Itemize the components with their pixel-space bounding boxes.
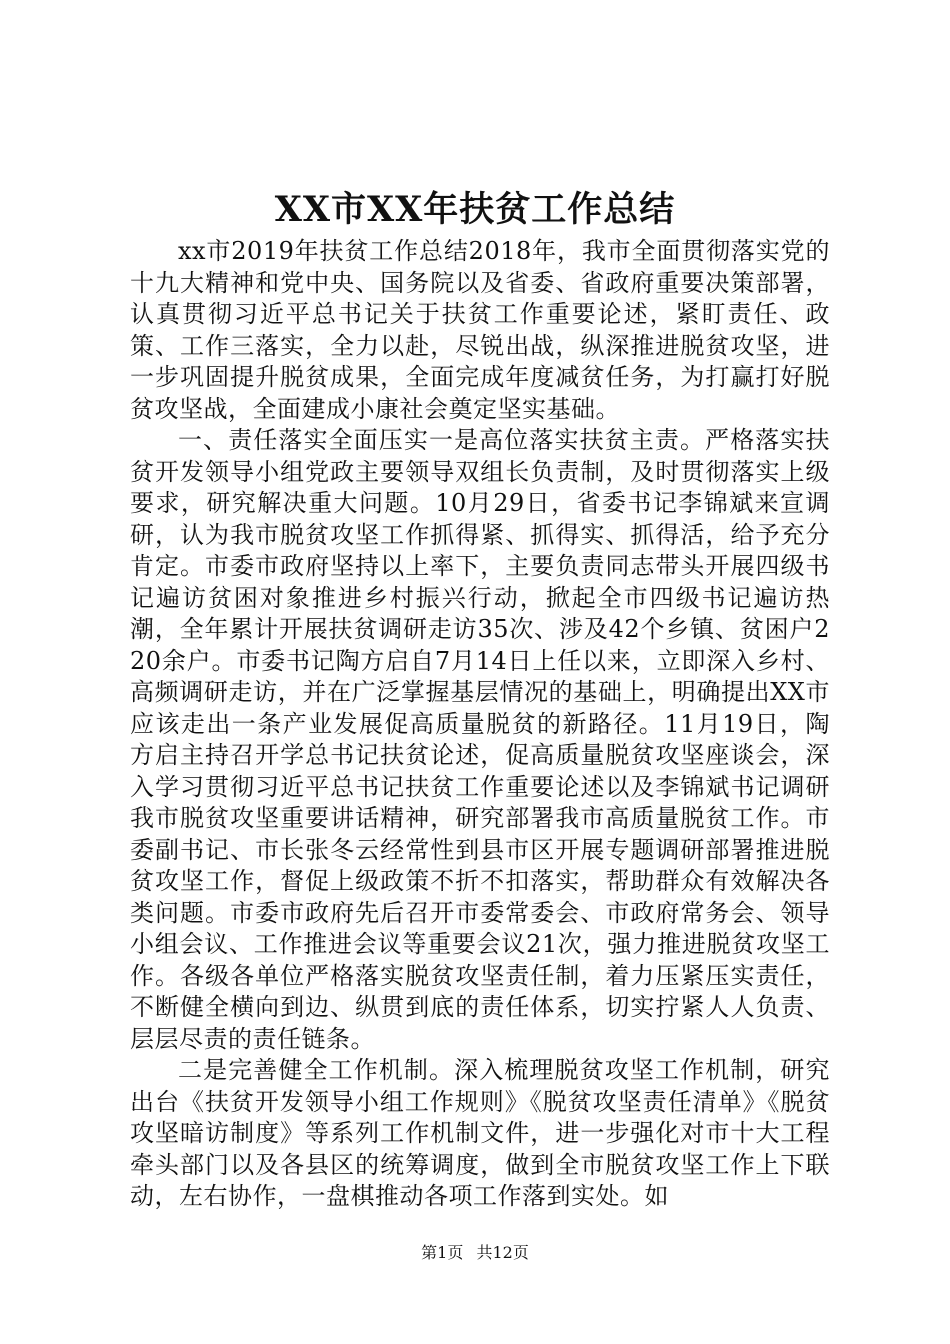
paragraph-mechanism: 二是完善健全工作机制。深入梳理脱贫攻坚工作机制，研究出台《扶贫开发领导小组工作规则》《脱贫攻坚责任清单》《脱贫攻坚暗访制度》等系列工作机制文件，进一步强化对市十大工程牵头部门以及各县区的统筹调度，做到全市脱贫攻坚工作上下联动，左右协作，一盘棋推动各项工作落到实处。如 (130, 1056, 830, 1210)
document-body (130, 236, 830, 1213)
document-title: XX市XX年扶贫工作总结 (274, 189, 676, 230)
page-number: 第1页 (421, 1243, 464, 1262)
paragraph-responsibility: 一、责任落实全面压实一是高位落实扶贫主责。严格落实扶贫开发领导小组党政主要领导双组长负责制，及时贯彻落实上级要求，研究解决重大问题。10月29日，省委书记李锦斌来宣调研，认为我市脱贫攻坚工作抓得紧、抓得实、抓得活，给予充分肯定。市委市政府坚持以上率下，主要负责同志带头开展四级书记遍访贫困对象推进乡村振兴行动，掀起全市四级书记遍访热潮，全年累计开展扶贫调研走访35次、涉及42个乡镇、贫困户220余户。市委书记陶方启自7月14日上任以来，立即深入乡村、高频调研走访，并在广泛掌握基层情况的基础上，明确提出XX市应该走出一条产业发展促高质量脱贫的新路径。11月19日，陶方启主持召开学总书记扶贫论述，促高质量脱贫攻坚座谈会，深入学习贯彻习近平总书记扶贫工作重要论述以及李锦斌书记调研我市脱贫攻坚重要讲话精神，研究部署我市高质量脱贫工作。市委副书记、市长张冬云经常性到县市区开展专题调研部署推进脱贫攻坚工作，督促上级政策不折不扣落实，帮助群众有效解决各类问题。市委市政府先后召开市委常委会、市政府常务会、领导小组会议、工作推进会议等重要会议21次，强力推进脱贫攻坚工作。各级各单位严格落实脱贫攻坚责任制，着力压紧压实责任，不断健全横向到边、纵贯到底的责任体系，切实拧紧人人负责、层层尽责的责任链条。 (130, 426, 830, 1053)
page-footer (0, 1243, 950, 1263)
page-total: 共12页 (476, 1243, 529, 1262)
paragraph-intro: xx市2019年扶贫工作总结2018年，我市全面贯彻落实党的十九大精神和党中央、国务院以及省委、省政府重要决策部署，认真贯彻习近平总书记关于扶贫工作重要论述，紧盯责任、政策、工作三落实，全力以赴，尽锐出战，纵深推进脱贫攻坚，进一步巩固提升脱贫成果，全面完成年度减贫任务，为打赢打好脱贫攻坚战，全面建成小康社会奠定坚实基础。 (130, 237, 830, 423)
